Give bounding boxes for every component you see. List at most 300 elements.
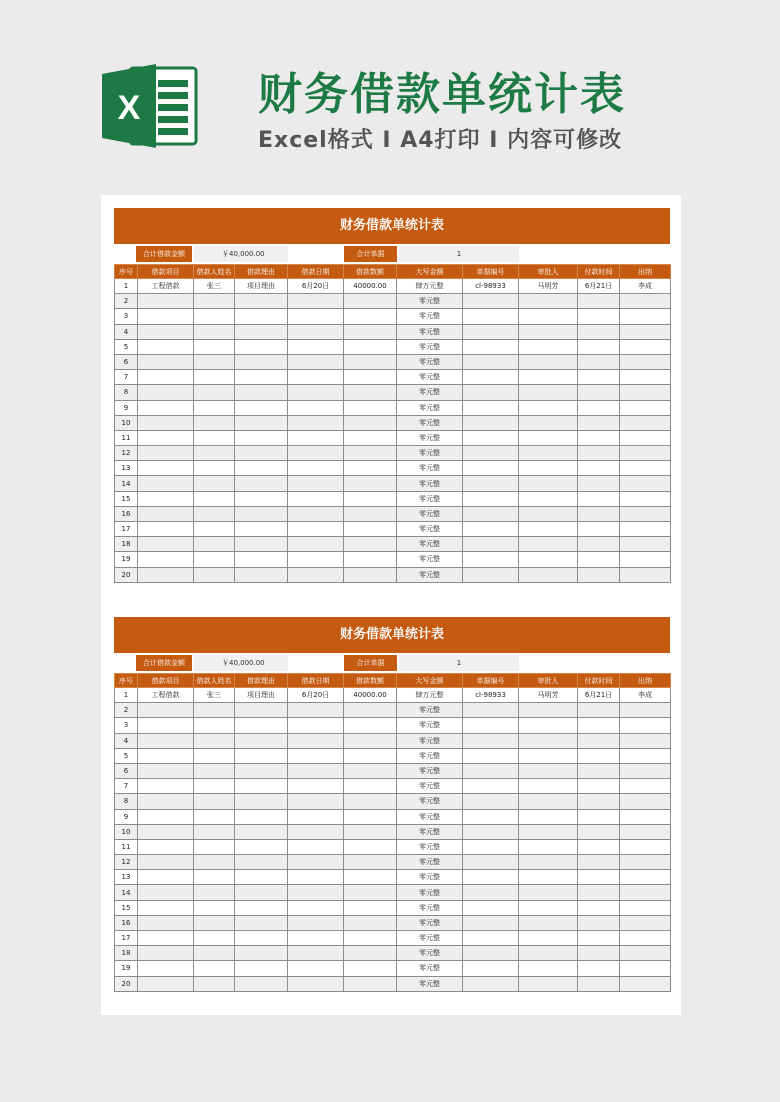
table-cell-reason[interactable] <box>235 779 288 794</box>
table-cell-pay-date[interactable] <box>578 354 620 369</box>
table-cell-pay-date[interactable] <box>578 703 620 718</box>
table-cell-amount[interactable] <box>344 718 397 733</box>
table-cell-loan-item[interactable] <box>138 567 194 582</box>
table-cell-approver[interactable] <box>519 855 578 870</box>
table-cell-loan-date[interactable] <box>288 491 344 506</box>
doc-count-value[interactable]: 1 <box>399 246 519 262</box>
table-cell-loan-date[interactable] <box>288 703 344 718</box>
table-cell-cashier[interactable] <box>620 748 671 763</box>
table-cell-pay-date[interactable] <box>578 915 620 930</box>
table-cell-doc-number[interactable] <box>463 718 519 733</box>
table-cell-approver[interactable] <box>519 824 578 839</box>
table-cell-amount[interactable] <box>344 733 397 748</box>
table-cell-doc-number[interactable] <box>463 900 519 915</box>
table-cell-loan-date[interactable] <box>288 461 344 476</box>
table-cell-loan-date[interactable] <box>288 885 344 900</box>
table-cell-pay-date[interactable] <box>578 733 620 748</box>
table-cell-index[interactable]: 10 <box>115 824 138 839</box>
table-cell-pay-date[interactable] <box>578 809 620 824</box>
table-cell-loan-date[interactable] <box>288 961 344 976</box>
table-cell-borrower[interactable] <box>194 763 235 778</box>
table-cell-pay-date[interactable] <box>578 385 620 400</box>
table-cell-doc-number[interactable] <box>463 839 519 854</box>
table-cell-reason[interactable] <box>235 976 288 991</box>
table-cell-borrower[interactable] <box>194 491 235 506</box>
table-cell-reason[interactable] <box>235 703 288 718</box>
table-cell-approver[interactable] <box>519 915 578 930</box>
table-cell-amount[interactable] <box>344 931 397 946</box>
table-cell-reason[interactable] <box>235 461 288 476</box>
table-cell-reason[interactable] <box>235 915 288 930</box>
table-cell-index[interactable]: 16 <box>115 915 138 930</box>
table-cell-doc-number[interactable] <box>463 855 519 870</box>
table-cell-amount-words[interactable]: 零元整 <box>397 430 463 445</box>
table-cell-loan-date[interactable] <box>288 855 344 870</box>
table-cell-approver[interactable] <box>519 324 578 339</box>
table-cell-loan-item[interactable] <box>138 491 194 506</box>
table-cell-amount-words[interactable]: 零元整 <box>397 400 463 415</box>
table-cell-borrower[interactable] <box>194 309 235 324</box>
table-cell-reason[interactable] <box>235 763 288 778</box>
table-cell-amount-words[interactable]: 零元整 <box>397 324 463 339</box>
table-cell-amount-words[interactable]: 零元整 <box>397 870 463 885</box>
table-cell-amount[interactable] <box>344 537 397 552</box>
table-cell-approver[interactable] <box>519 748 578 763</box>
table-cell-reason[interactable] <box>235 415 288 430</box>
table-cell-amount-words[interactable]: 零元整 <box>397 552 463 567</box>
table-cell-amount-words[interactable]: 零元整 <box>397 294 463 309</box>
table-cell-approver[interactable] <box>519 900 578 915</box>
table-cell-borrower[interactable] <box>194 915 235 930</box>
table-cell-borrower[interactable] <box>194 324 235 339</box>
table-cell-pay-date[interactable] <box>578 400 620 415</box>
table-cell-reason[interactable] <box>235 931 288 946</box>
table-cell-loan-item[interactable] <box>138 354 194 369</box>
table-cell-amount[interactable] <box>344 946 397 961</box>
table-cell-borrower[interactable] <box>194 552 235 567</box>
table-cell-cashier[interactable] <box>620 870 671 885</box>
table-cell-loan-date[interactable] <box>288 339 344 354</box>
table-cell-reason[interactable] <box>235 900 288 915</box>
table-cell-amount-words[interactable]: 零元整 <box>397 961 463 976</box>
table-cell-approver[interactable] <box>519 931 578 946</box>
table-cell-doc-number[interactable] <box>463 748 519 763</box>
table-cell-loan-item[interactable]: 工程借款 <box>138 688 194 703</box>
table-cell-loan-date[interactable] <box>288 430 344 445</box>
table-cell-index[interactable]: 13 <box>115 461 138 476</box>
table-cell-loan-date[interactable] <box>288 915 344 930</box>
table-cell-borrower[interactable] <box>194 567 235 582</box>
table-cell-borrower[interactable] <box>194 446 235 461</box>
table-cell-borrower[interactable] <box>194 855 235 870</box>
table-cell-loan-item[interactable] <box>138 946 194 961</box>
table-cell-index[interactable]: 15 <box>115 900 138 915</box>
table-cell-reason[interactable] <box>235 552 288 567</box>
table-cell-amount[interactable] <box>344 809 397 824</box>
table-cell-cashier[interactable] <box>620 430 671 445</box>
table-cell-approver[interactable] <box>519 385 578 400</box>
table-cell-index[interactable]: 2 <box>115 294 138 309</box>
table-cell-loan-date[interactable] <box>288 370 344 385</box>
table-cell-loan-date[interactable] <box>288 294 344 309</box>
table-cell-reason[interactable] <box>235 491 288 506</box>
table-cell-approver[interactable] <box>519 733 578 748</box>
table-cell-doc-number[interactable] <box>463 446 519 461</box>
table-cell-pay-date[interactable] <box>578 946 620 961</box>
table-cell-doc-number[interactable] <box>463 339 519 354</box>
table-cell-doc-number[interactable] <box>463 385 519 400</box>
table-cell-borrower[interactable]: 张三 <box>194 688 235 703</box>
table-cell-loan-date[interactable]: 6月20日 <box>288 279 344 294</box>
table-cell-cashier[interactable] <box>620 385 671 400</box>
table-cell-index[interactable]: 18 <box>115 537 138 552</box>
table-cell-amount-words[interactable]: 零元整 <box>397 885 463 900</box>
table-cell-index[interactable]: 9 <box>115 809 138 824</box>
table-cell-loan-item[interactable] <box>138 794 194 809</box>
table-cell-amount[interactable] <box>344 915 397 930</box>
table-cell-doc-number[interactable] <box>463 309 519 324</box>
table-cell-doc-number[interactable] <box>463 779 519 794</box>
table-cell-index[interactable]: 11 <box>115 430 138 445</box>
table-cell-cashier[interactable] <box>620 900 671 915</box>
table-cell-loan-item[interactable] <box>138 552 194 567</box>
table-cell-approver[interactable] <box>519 461 578 476</box>
table-cell-cashier[interactable] <box>620 885 671 900</box>
table-cell-approver[interactable] <box>519 370 578 385</box>
table-cell-reason[interactable] <box>235 961 288 976</box>
table-cell-cashier[interactable] <box>620 506 671 521</box>
table-cell-loan-item[interactable] <box>138 537 194 552</box>
table-cell-approver[interactable] <box>519 522 578 537</box>
table-cell-amount[interactable] <box>344 415 397 430</box>
table-cell-pay-date[interactable] <box>578 763 620 778</box>
table-cell-reason[interactable] <box>235 809 288 824</box>
table-cell-loan-item[interactable] <box>138 976 194 991</box>
table-cell-cashier[interactable] <box>620 946 671 961</box>
table-cell-reason[interactable] <box>235 824 288 839</box>
table-cell-index[interactable]: 7 <box>115 370 138 385</box>
table-cell-cashier[interactable] <box>620 446 671 461</box>
table-cell-index[interactable]: 12 <box>115 855 138 870</box>
table-cell-cashier[interactable] <box>620 491 671 506</box>
table-cell-doc-number[interactable] <box>463 946 519 961</box>
table-cell-loan-date[interactable] <box>288 824 344 839</box>
table-cell-doc-number[interactable] <box>463 400 519 415</box>
table-cell-doc-number[interactable]: cl-98933 <box>463 688 519 703</box>
table-cell-pay-date[interactable] <box>578 446 620 461</box>
table-cell-amount-words[interactable]: 零元整 <box>397 354 463 369</box>
table-cell-amount[interactable] <box>344 370 397 385</box>
table-cell-reason[interactable] <box>235 748 288 763</box>
table-cell-loan-date[interactable] <box>288 400 344 415</box>
table-cell-borrower[interactable] <box>194 976 235 991</box>
table-cell-index[interactable]: 14 <box>115 885 138 900</box>
table-cell-approver[interactable] <box>519 809 578 824</box>
table-cell-borrower[interactable] <box>194 506 235 521</box>
table-cell-reason[interactable] <box>235 400 288 415</box>
table-cell-reason[interactable] <box>235 339 288 354</box>
table-cell-index[interactable]: 14 <box>115 476 138 491</box>
table-cell-amount-words[interactable]: 零元整 <box>397 567 463 582</box>
table-cell-loan-item[interactable] <box>138 885 194 900</box>
table-cell-amount[interactable] <box>344 567 397 582</box>
table-cell-reason[interactable] <box>235 733 288 748</box>
table-cell-doc-number[interactable] <box>463 961 519 976</box>
table-cell-approver[interactable]: 马明芳 <box>519 279 578 294</box>
table-cell-amount-words[interactable]: 零元整 <box>397 718 463 733</box>
table-cell-cashier[interactable] <box>620 461 671 476</box>
table-cell-amount-words[interactable]: 肆万元整 <box>397 279 463 294</box>
table-cell-amount[interactable] <box>344 446 397 461</box>
table-cell-reason[interactable] <box>235 309 288 324</box>
table-cell-amount-words[interactable]: 零元整 <box>397 522 463 537</box>
table-cell-cashier[interactable] <box>620 400 671 415</box>
table-cell-amount[interactable] <box>344 385 397 400</box>
table-cell-index[interactable]: 3 <box>115 718 138 733</box>
table-cell-amount-words[interactable]: 零元整 <box>397 476 463 491</box>
table-cell-reason[interactable] <box>235 794 288 809</box>
table-cell-loan-item[interactable] <box>138 476 194 491</box>
table-cell-loan-item[interactable] <box>138 461 194 476</box>
table-cell-borrower[interactable] <box>194 354 235 369</box>
table-cell-loan-item[interactable] <box>138 855 194 870</box>
table-cell-loan-item[interactable] <box>138 809 194 824</box>
table-cell-approver[interactable] <box>519 506 578 521</box>
table-cell-amount[interactable] <box>344 794 397 809</box>
table-cell-pay-date[interactable] <box>578 309 620 324</box>
table-cell-reason[interactable]: 项目理由 <box>235 279 288 294</box>
table-cell-amount-words[interactable]: 零元整 <box>397 537 463 552</box>
table-cell-approver[interactable] <box>519 552 578 567</box>
table-cell-index[interactable]: 2 <box>115 703 138 718</box>
table-cell-doc-number[interactable]: cl-98933 <box>463 279 519 294</box>
table-cell-doc-number[interactable] <box>463 506 519 521</box>
table-cell-loan-date[interactable] <box>288 537 344 552</box>
table-cell-doc-number[interactable] <box>463 885 519 900</box>
table-cell-amount[interactable] <box>344 839 397 854</box>
table-cell-amount-words[interactable]: 零元整 <box>397 900 463 915</box>
table-cell-loan-date[interactable] <box>288 976 344 991</box>
table-cell-approver[interactable] <box>519 567 578 582</box>
table-cell-amount-words[interactable]: 零元整 <box>397 763 463 778</box>
table-cell-doc-number[interactable] <box>463 915 519 930</box>
table-cell-borrower[interactable] <box>194 824 235 839</box>
table-cell-loan-item[interactable]: 工程借款 <box>138 279 194 294</box>
table-cell-reason[interactable] <box>235 839 288 854</box>
table-cell-approver[interactable] <box>519 794 578 809</box>
table-cell-amount-words[interactable]: 零元整 <box>397 733 463 748</box>
table-cell-approver[interactable] <box>519 885 578 900</box>
table-cell-approver[interactable] <box>519 703 578 718</box>
table-cell-index[interactable]: 15 <box>115 491 138 506</box>
table-cell-loan-item[interactable] <box>138 370 194 385</box>
table-cell-borrower[interactable] <box>194 748 235 763</box>
total-amount-value[interactable]: ￥40,000.00 <box>194 246 288 262</box>
table-cell-cashier[interactable] <box>620 537 671 552</box>
table-cell-index[interactable]: 11 <box>115 839 138 854</box>
table-cell-pay-date[interactable] <box>578 900 620 915</box>
table-cell-doc-number[interactable] <box>463 415 519 430</box>
table-cell-doc-number[interactable] <box>463 537 519 552</box>
table-cell-loan-date[interactable] <box>288 718 344 733</box>
table-cell-doc-number[interactable] <box>463 552 519 567</box>
table-cell-pay-date[interactable] <box>578 961 620 976</box>
table-cell-approver[interactable] <box>519 976 578 991</box>
table-cell-amount[interactable] <box>344 294 397 309</box>
table-cell-reason[interactable] <box>235 430 288 445</box>
table-cell-borrower[interactable] <box>194 885 235 900</box>
table-cell-loan-item[interactable] <box>138 961 194 976</box>
table-cell-amount[interactable] <box>344 870 397 885</box>
table-cell-loan-date[interactable] <box>288 779 344 794</box>
table-cell-pay-date[interactable] <box>578 537 620 552</box>
table-cell-amount-words[interactable]: 零元整 <box>397 915 463 930</box>
table-cell-pay-date[interactable] <box>578 885 620 900</box>
table-cell-cashier[interactable] <box>620 733 671 748</box>
table-cell-reason[interactable] <box>235 537 288 552</box>
table-cell-index[interactable]: 3 <box>115 309 138 324</box>
table-cell-amount-words[interactable]: 零元整 <box>397 855 463 870</box>
table-cell-amount-words[interactable]: 零元整 <box>397 339 463 354</box>
table-cell-approver[interactable] <box>519 870 578 885</box>
table-cell-amount[interactable]: 40000.00 <box>344 279 397 294</box>
table-cell-loan-item[interactable] <box>138 309 194 324</box>
table-cell-amount[interactable] <box>344 703 397 718</box>
table-cell-cashier[interactable] <box>620 763 671 778</box>
table-cell-cashier[interactable] <box>620 961 671 976</box>
table-cell-amount-words[interactable]: 零元整 <box>397 824 463 839</box>
table-cell-borrower[interactable] <box>194 703 235 718</box>
table-cell-reason[interactable] <box>235 385 288 400</box>
table-cell-amount[interactable] <box>344 430 397 445</box>
table-cell-cashier[interactable] <box>620 415 671 430</box>
table-cell-approver[interactable] <box>519 309 578 324</box>
table-cell-loan-item[interactable] <box>138 339 194 354</box>
table-cell-loan-date[interactable] <box>288 839 344 854</box>
table-cell-reason[interactable] <box>235 370 288 385</box>
table-cell-loan-item[interactable] <box>138 733 194 748</box>
table-cell-doc-number[interactable] <box>463 733 519 748</box>
table-cell-loan-date[interactable] <box>288 809 344 824</box>
table-cell-amount[interactable] <box>344 855 397 870</box>
table-cell-doc-number[interactable] <box>463 794 519 809</box>
table-cell-cashier[interactable] <box>620 809 671 824</box>
table-cell-loan-date[interactable] <box>288 946 344 961</box>
table-cell-pay-date[interactable]: 6月21日 <box>578 688 620 703</box>
table-cell-pay-date[interactable] <box>578 931 620 946</box>
table-cell-index[interactable]: 4 <box>115 733 138 748</box>
table-cell-borrower[interactable] <box>194 430 235 445</box>
table-cell-amount-words[interactable]: 零元整 <box>397 506 463 521</box>
table-cell-pay-date[interactable] <box>578 415 620 430</box>
table-cell-amount-words[interactable]: 零元整 <box>397 703 463 718</box>
table-cell-doc-number[interactable] <box>463 763 519 778</box>
table-cell-loan-item[interactable] <box>138 446 194 461</box>
table-cell-loan-date[interactable] <box>288 870 344 885</box>
table-cell-pay-date[interactable] <box>578 324 620 339</box>
table-cell-loan-date[interactable] <box>288 733 344 748</box>
table-cell-amount[interactable] <box>344 763 397 778</box>
table-cell-reason[interactable] <box>235 522 288 537</box>
table-cell-borrower[interactable] <box>194 946 235 961</box>
table-cell-loan-date[interactable] <box>288 900 344 915</box>
table-cell-index[interactable]: 8 <box>115 794 138 809</box>
table-cell-doc-number[interactable] <box>463 430 519 445</box>
table-cell-borrower[interactable] <box>194 794 235 809</box>
table-cell-doc-number[interactable] <box>463 354 519 369</box>
table-cell-approver[interactable] <box>519 779 578 794</box>
table-cell-doc-number[interactable] <box>463 809 519 824</box>
table-cell-pay-date[interactable] <box>578 339 620 354</box>
table-cell-amount-words[interactable]: 零元整 <box>397 385 463 400</box>
table-cell-pay-date[interactable] <box>578 824 620 839</box>
table-cell-doc-number[interactable] <box>463 976 519 991</box>
doc-count-value[interactable]: 1 <box>399 655 519 671</box>
table-cell-amount[interactable] <box>344 354 397 369</box>
table-cell-pay-date[interactable] <box>578 976 620 991</box>
table-cell-loan-item[interactable] <box>138 703 194 718</box>
table-cell-borrower[interactable] <box>194 370 235 385</box>
table-cell-pay-date[interactable] <box>578 839 620 854</box>
table-cell-loan-date[interactable] <box>288 522 344 537</box>
table-cell-loan-item[interactable] <box>138 870 194 885</box>
table-cell-approver[interactable] <box>519 354 578 369</box>
table-cell-amount[interactable] <box>344 900 397 915</box>
table-cell-index[interactable]: 1 <box>115 688 138 703</box>
table-cell-pay-date[interactable] <box>578 430 620 445</box>
table-cell-pay-date[interactable] <box>578 748 620 763</box>
table-cell-borrower[interactable] <box>194 870 235 885</box>
table-cell-reason[interactable] <box>235 506 288 521</box>
table-cell-amount[interactable] <box>344 476 397 491</box>
table-cell-loan-item[interactable] <box>138 779 194 794</box>
table-cell-loan-item[interactable] <box>138 522 194 537</box>
table-cell-amount-words[interactable]: 零元整 <box>397 370 463 385</box>
table-cell-loan-item[interactable] <box>138 931 194 946</box>
table-cell-borrower[interactable] <box>194 400 235 415</box>
table-cell-approver[interactable] <box>519 718 578 733</box>
table-cell-loan-item[interactable] <box>138 900 194 915</box>
table-cell-reason[interactable] <box>235 567 288 582</box>
table-cell-loan-date[interactable] <box>288 446 344 461</box>
table-cell-cashier[interactable] <box>620 703 671 718</box>
table-cell-loan-date[interactable] <box>288 385 344 400</box>
table-cell-approver[interactable] <box>519 400 578 415</box>
table-cell-cashier[interactable] <box>620 309 671 324</box>
table-cell-approver[interactable] <box>519 946 578 961</box>
table-cell-amount[interactable] <box>344 961 397 976</box>
table-cell-loan-item[interactable] <box>138 748 194 763</box>
table-cell-cashier[interactable]: 李成 <box>620 279 671 294</box>
table-cell-amount[interactable] <box>344 506 397 521</box>
table-cell-reason[interactable] <box>235 946 288 961</box>
table-cell-pay-date[interactable] <box>578 779 620 794</box>
table-cell-cashier[interactable] <box>620 324 671 339</box>
table-cell-approver[interactable] <box>519 294 578 309</box>
table-cell-amount[interactable] <box>344 976 397 991</box>
table-cell-pay-date[interactable] <box>578 552 620 567</box>
table-cell-doc-number[interactable] <box>463 491 519 506</box>
table-cell-borrower[interactable] <box>194 931 235 946</box>
table-cell-approver[interactable] <box>519 476 578 491</box>
table-cell-borrower[interactable] <box>194 294 235 309</box>
table-cell-index[interactable]: 19 <box>115 961 138 976</box>
table-cell-borrower[interactable]: 张三 <box>194 279 235 294</box>
table-cell-cashier[interactable] <box>620 476 671 491</box>
table-cell-index[interactable]: 9 <box>115 400 138 415</box>
table-cell-reason[interactable] <box>235 476 288 491</box>
table-cell-loan-date[interactable] <box>288 476 344 491</box>
